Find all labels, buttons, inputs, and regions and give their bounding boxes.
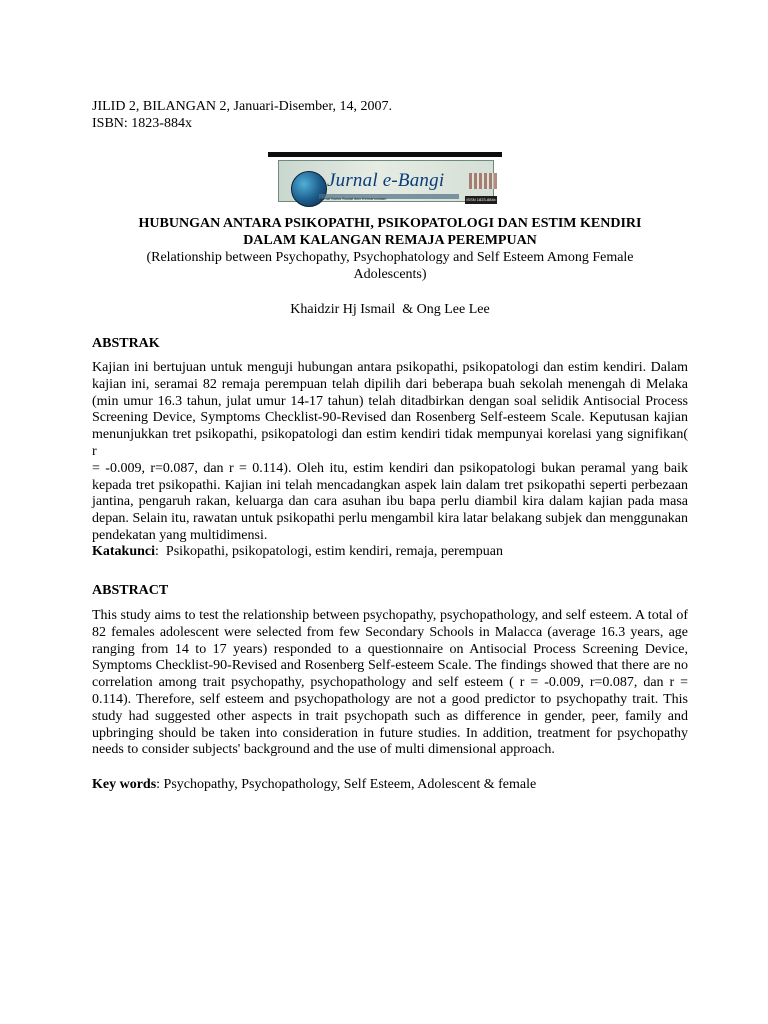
abstract-body-line: study had suggested other aspects in trait psychopath such as difference in gender, peer, family and: [92, 708, 688, 724]
logo-issn-badge: ISSN 1823-884x: [466, 197, 496, 202]
keywords-label: Key words: [92, 777, 157, 792]
logo-top-bar: [268, 152, 502, 157]
abstract-body-line: Symptoms Checklist-90-Revised and Rosenberg Self-esteem Scale. The findings showed that there are no: [92, 658, 688, 674]
abstract-heading: ABSTRACT: [92, 583, 169, 598]
paper-title: [92, 215, 688, 283]
abstrak-body-line: pendekatan yang multidimensi.: [92, 527, 268, 543]
katakunci-text: : Psikopathi, psikopatologi, estim kendiri, remaja, perempuan: [155, 544, 504, 559]
volume-line: JILID 2, BILANGAN 2, Januari-Disember, 14, 2007.: [92, 99, 392, 114]
abstrak-body-line: Screening Device, Symptoms Checklist-90-Revised dan Rosenberg Self-esteem Scale. Keputusan kajian: [92, 410, 688, 426]
isbn-line: ISBN: 1823-884x: [92, 116, 192, 131]
logo-banner: [278, 160, 494, 202]
logo-title: Jurnal e-Bangi: [327, 170, 445, 191]
keywords-line: [92, 777, 688, 793]
katakunci-label: Katakunci: [92, 544, 156, 559]
title-english-line-2: Adolescents): [353, 267, 427, 282]
abstrak-body-line: kajian ini, seramai 82 remaja perempuan telah dipilih dari beberapa buah sekolah menengah di Melaka: [92, 376, 688, 392]
abstrak-body-line: (min umur 16.3 tahun, julat umur 14-17 tahun) telah ditadbirkan dengan soal selidik Antisocial Process: [92, 393, 688, 409]
katakunci-line: [92, 544, 688, 560]
abstrak-body-line: menunjukkan tret psikopathi, psikopatologi dan estim kendiri tidak mempunyai korelasi yang signifikan( r: [92, 427, 688, 459]
title-malay-line-1: HUBUNGAN ANTARA PSIKOPATHI, PSIKOPATOLOGI DAN ESTIM KENDIRI: [138, 216, 642, 231]
logo-subtitle: Jurnal Sains Sosial dan Kemanusiaan: [319, 196, 387, 201]
journal-issue-info: [92, 98, 392, 132]
abstract-body-line: This study aims to test the relationship between psychopathy, psychopathology, and self esteem. A total of: [92, 608, 688, 623]
abstract-body-line: ranging from 14 to 17 years) responded to a questionnaire on Antisocial Process Screening Device,: [92, 641, 688, 657]
abstract-body-line: upbringing should be taken into consideration in future studies. In addition, treatment for psychopathy: [92, 725, 688, 741]
abstract-body: [92, 608, 688, 759]
abstrak-body-line: = -0.009, r=0.087, dan r = 0.114). Oleh itu, estim kendiri dan psikopatologi bukan peramal yang baik: [92, 460, 688, 476]
abstrak-body-line: depan. Selain itu, rawatan untuk psikopathi perlu mengambil kira latar belakang subjek dan menggunakan: [92, 511, 688, 527]
abstrak-body-line: Kajian ini bertujuan untuk menguji hubungan antara psikopathi, psikopatologi dan estim kendiri. Dalam: [92, 360, 688, 375]
abstrak-body-line: kepada tret psikopathi. Kajian ini telah mencadangkan aspek lain dalam tret psikopathi seperti perbezaan: [92, 477, 688, 493]
abstract-body-line: 0.114). Therefore, self esteem and psychopathology are not a good predictor to psychopathy trait. This: [92, 691, 688, 707]
abstrak-body-line: jantina, pengaruh rakan, keluarga dan cara asuhan ibu bapa perlu diambil kira dalam kajian pada masa: [92, 494, 688, 510]
abstrak-body: [92, 360, 688, 545]
globe-icon: [291, 171, 327, 207]
logo-decoration: [469, 173, 497, 189]
abstract-body-line: 82 females adolescent were selected from few Secondary Schools in Malacca (average 16.3 years, age: [92, 624, 688, 640]
abstract-body-line: correlation among trait psychopathy, psychopathology and self esteem ( r = -0.009, r=0.087, dan r =: [92, 675, 688, 691]
abstract-body-line: needs to consider subjects' background and the use of multi dimensional approach.: [92, 742, 555, 758]
abstrak-heading: ABSTRAK: [92, 336, 160, 351]
title-english-line-1: (Relationship between Psychopathy, Psychophatology and Self Esteem Among Female: [146, 250, 634, 265]
journal-logo: [268, 152, 502, 204]
authors: Khaidzir Hj Ismail & Ong Lee Lee: [290, 302, 490, 317]
keywords-text: : Psychopathy, Psychopathology, Self Esteem, Adolescent & female: [156, 777, 537, 792]
title-malay-line-2: DALAM KALANGAN REMAJA PEREMPUAN: [243, 233, 537, 248]
